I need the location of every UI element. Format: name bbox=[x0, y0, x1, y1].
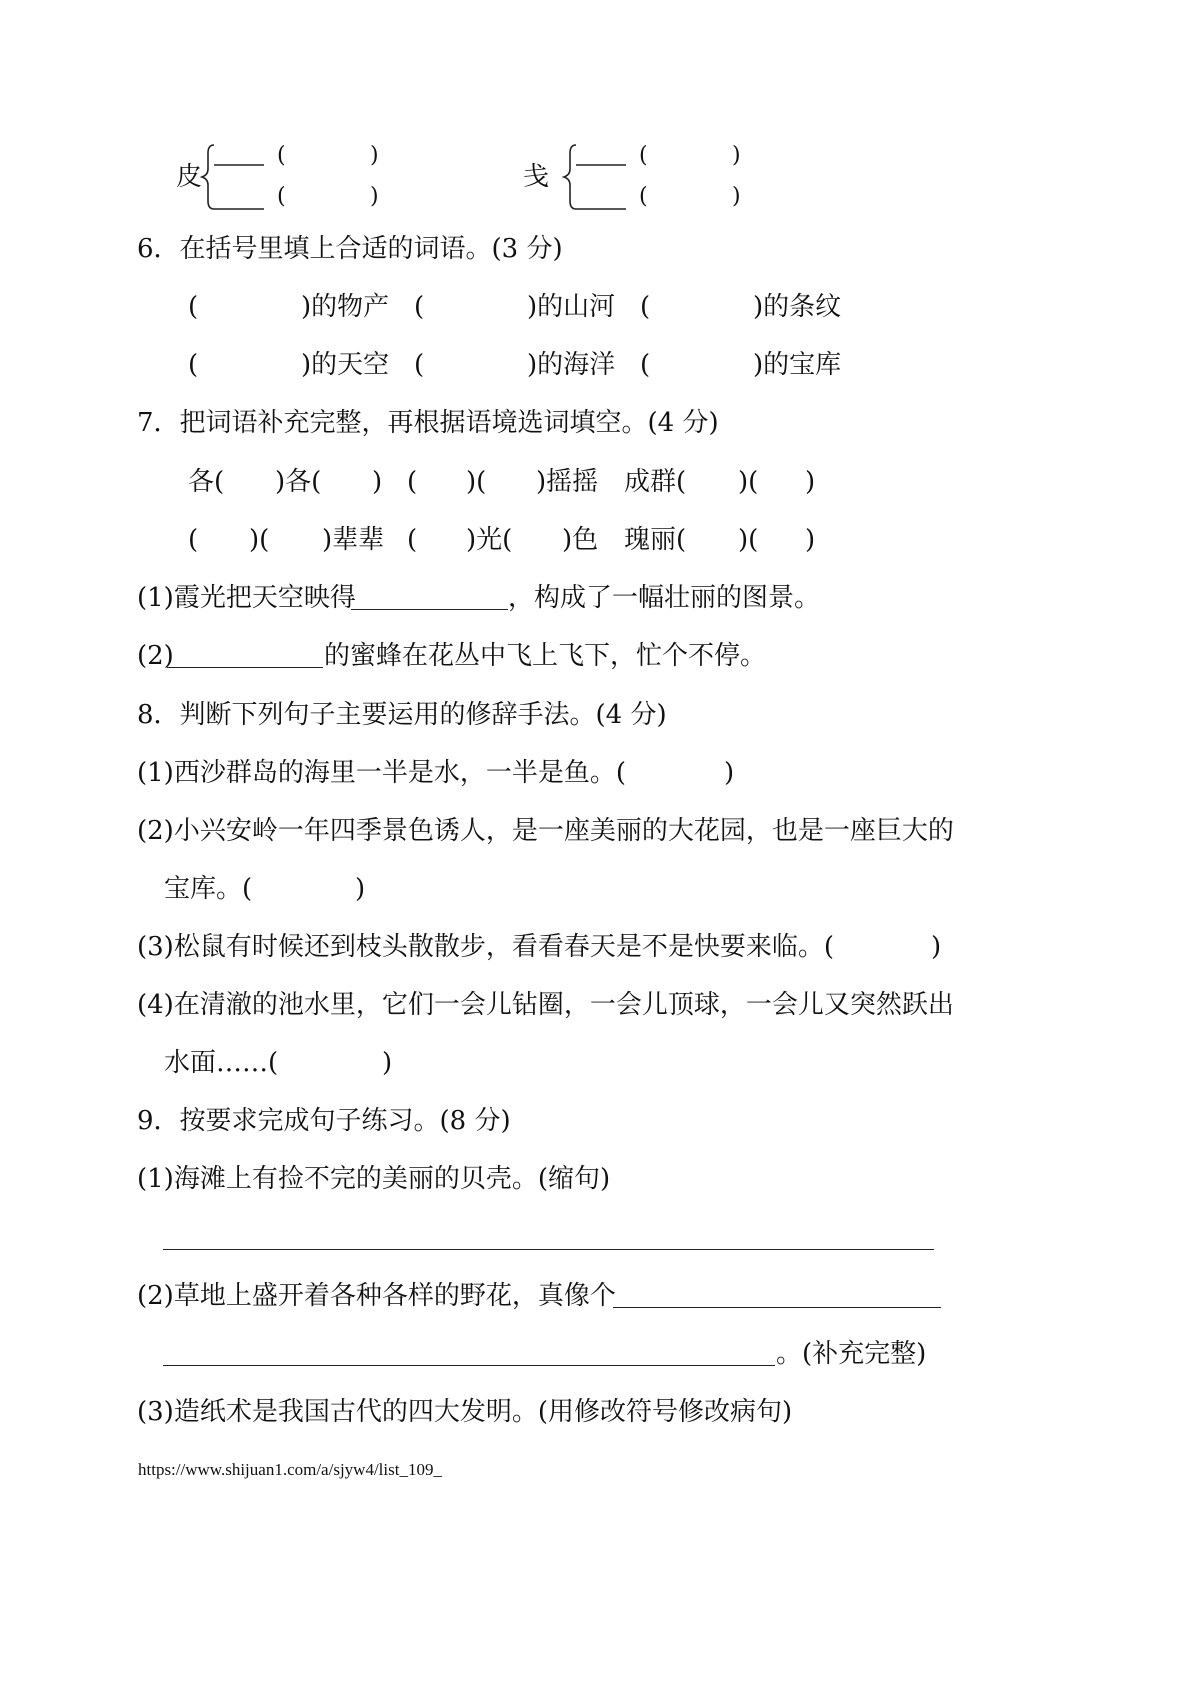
q6-r1-word-3: )的条纹 bbox=[753, 292, 842, 322]
q7-r1-seg-9: ) bbox=[805, 467, 816, 497]
q7-r2-seg-8: )( bbox=[738, 525, 759, 555]
q5-left-paren-open-2: ( bbox=[277, 184, 286, 209]
q8-s2-line1: (2)小兴安岭一年四季景色诱人，是一座美丽的大花园，也是一座巨大的 bbox=[137, 816, 954, 846]
q5-right-paren-close-2: ) bbox=[732, 184, 741, 209]
q6-r2-paren-1: ( bbox=[188, 350, 199, 380]
q6-title: 6．在括号里填上合适的词语。(3 分) bbox=[137, 234, 563, 264]
q7-r2-seg-9: ) bbox=[805, 525, 816, 555]
q7-r2-seg-6: )色 bbox=[562, 525, 599, 555]
q7-title: 7．把词语补充完整，再根据语境选词填空。(4 分) bbox=[137, 408, 719, 438]
q6-r2-paren-3: ( bbox=[640, 350, 651, 380]
q8-s4-close: ) bbox=[382, 1048, 393, 1078]
q7-r2-seg-2: )( bbox=[249, 525, 270, 555]
q7-r1-seg-4: ( bbox=[407, 467, 418, 497]
q7-s1-text-b: ，构成了一幅壮丽的图景。 bbox=[508, 583, 821, 613]
q9-s2-blank-2[interactable] bbox=[163, 1365, 775, 1366]
q7-s2-text-b: 的蜜蜂在花丛中飞上飞下，忙个不停。 bbox=[324, 641, 767, 671]
q9-s2-text-a: (2)草地上盛开着各种各样的野花，真像个 bbox=[137, 1281, 616, 1311]
q9-s2-text-end: 。(补充完整) bbox=[776, 1339, 927, 1369]
q9-s2-blank-1[interactable] bbox=[613, 1307, 941, 1308]
q7-r1-seg-5: )( bbox=[466, 467, 487, 497]
q7-r2-seg-3: )辈辈 bbox=[322, 525, 385, 555]
q5-left-paren-open-1: ( bbox=[277, 143, 286, 168]
q7-s1-blank[interactable] bbox=[351, 609, 508, 610]
q6-r2-word-2: )的海洋 bbox=[527, 350, 616, 380]
q8-s2-line2: 宝库。( bbox=[164, 874, 253, 904]
q7-r1-seg-8: )( bbox=[738, 467, 759, 497]
q5-right-paren-open-2: ( bbox=[639, 184, 648, 209]
q7-r1-seg-1: 各( bbox=[188, 467, 225, 497]
q6-r1-paren-1: ( bbox=[188, 292, 199, 322]
q5-left-paren-close-1: ) bbox=[370, 143, 379, 168]
q8-s1-close: ) bbox=[724, 758, 735, 788]
q8-s3-close: ) bbox=[931, 932, 942, 962]
footer-url: https://www.shijuan1.com/a/sjyw4/list_109_ bbox=[138, 1460, 442, 1479]
q6-r1-paren-2: ( bbox=[414, 292, 425, 322]
q8-s4-line2: 水面……( bbox=[164, 1048, 279, 1078]
q9-s3-text: (3)造纸术是我国古代的四大发明。(用修改符号修改病句) bbox=[137, 1397, 793, 1427]
q7-r2-seg-5: )光( bbox=[466, 525, 513, 555]
q7-r2-seg-1: ( bbox=[188, 525, 199, 555]
q7-r1-seg-6: )摇摇 bbox=[536, 467, 599, 497]
q6-r1-word-1: )的物产 bbox=[301, 292, 390, 322]
q6-r2-word-3: )的宝库 bbox=[753, 350, 842, 380]
q6-r2-paren-2: ( bbox=[414, 350, 425, 380]
q9-s1-answer-line[interactable] bbox=[163, 1249, 934, 1250]
q5-right-brace bbox=[562, 143, 632, 211]
q7-r1-seg-7: 成群( bbox=[624, 467, 687, 497]
q6-r2-word-1: )的天空 bbox=[301, 350, 390, 380]
q9-title: 9．按要求完成句子练习。(8 分) bbox=[137, 1106, 511, 1136]
q5-char-left: 皮 bbox=[176, 162, 203, 192]
q8-s1-text: (1)西沙群岛的海里一半是水，一半是鱼。( bbox=[137, 758, 626, 788]
q5-left-brace bbox=[200, 143, 270, 211]
q5-right-paren-open-1: ( bbox=[639, 143, 648, 168]
q9-s1-text: (1)海滩上有捡不完的美丽的贝壳。(缩句) bbox=[137, 1164, 611, 1194]
q7-r2-seg-7: 瑰丽( bbox=[624, 525, 687, 555]
q6-r1-word-2: )的山河 bbox=[527, 292, 616, 322]
q7-s1-text-a: (1)霞光把天空映得 bbox=[137, 583, 356, 613]
q8-title: 8．判断下列句子主要运用的修辞手法。(4 分) bbox=[137, 700, 667, 730]
q6-r1-paren-3: ( bbox=[640, 292, 651, 322]
q7-s2-blank[interactable] bbox=[167, 667, 323, 668]
q8-s4-line1: (4)在清澈的池水里，它们一会儿钻圈，一会儿顶球，一会儿又突然跃出 bbox=[137, 990, 954, 1020]
q7-r1-seg-2: )各( bbox=[275, 467, 322, 497]
q7-r1-seg-3: ) bbox=[372, 467, 383, 497]
q7-s2-text-a: (2) bbox=[137, 641, 174, 671]
q8-s3-text: (3)松鼠有时候还到枝头散散步，看看春天是不是快要来临。( bbox=[137, 932, 834, 962]
q7-r2-seg-4: ( bbox=[407, 525, 418, 555]
q8-s2-close: ) bbox=[355, 874, 366, 904]
q5-char-right: 戋 bbox=[523, 162, 550, 192]
q5-left-paren-close-2: ) bbox=[370, 184, 379, 209]
q5-right-paren-close-1: ) bbox=[732, 143, 741, 168]
